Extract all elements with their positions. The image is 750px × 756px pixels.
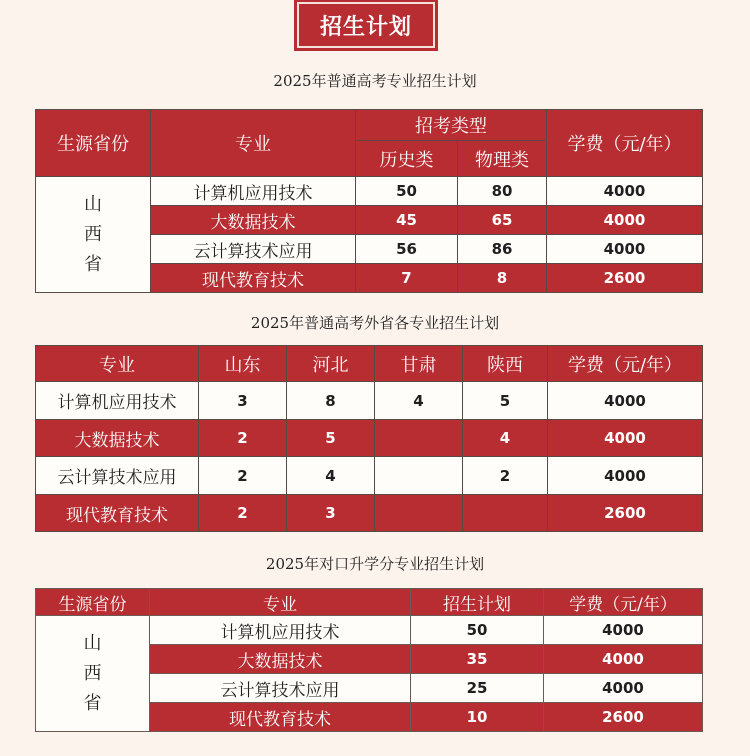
fee-cell: 4000 [548, 420, 703, 457]
header-hebei: 河北 [287, 346, 375, 382]
header-fee: 学费（元/年） [548, 346, 703, 382]
major-cell: 现代教育技术 [151, 264, 356, 293]
major-cell: 云计算技术应用 [150, 674, 411, 703]
plan-count: 10 [411, 703, 544, 732]
gansu-count [375, 457, 463, 495]
header-fee: 学费（元/年） [544, 589, 703, 616]
table2-caption: 2025年普通高考外省各专业招生计划 [250, 314, 500, 332]
province-char: 省 [84, 253, 102, 275]
fee-cell: 4000 [544, 616, 703, 645]
major-cell: 计算机应用技术 [36, 382, 199, 420]
header-shandong: 山东 [199, 346, 287, 382]
province-cell [36, 616, 150, 732]
header-province: 生源省份 [36, 589, 150, 616]
table2-gaokao-other-provinces [35, 345, 703, 532]
shaanxi-count: 4 [463, 420, 548, 457]
major-cell: 云计算技术应用 [36, 457, 199, 495]
fee-cell: 4000 [548, 382, 703, 420]
header-major: 专业 [151, 110, 356, 177]
shaanxi-count: 2 [463, 457, 548, 495]
gansu-count: 4 [375, 382, 463, 420]
major-cell: 计算机应用技术 [150, 616, 411, 645]
shandong-count: 2 [199, 495, 287, 532]
table1-gaokao-shanxi [35, 109, 703, 293]
gansu-count [375, 495, 463, 532]
major-cell: 大数据技术 [36, 420, 199, 457]
fee-cell: 4000 [548, 457, 703, 495]
gansu-count [375, 420, 463, 457]
fee-cell: 2600 [544, 703, 703, 732]
header-gansu: 甘肃 [375, 346, 463, 382]
fee-cell: 4000 [547, 177, 703, 206]
hebei-count: 3 [287, 495, 375, 532]
history-count: 50 [356, 177, 458, 206]
header-plan: 招生计划 [411, 589, 544, 616]
fee-cell: 2600 [547, 264, 703, 293]
fee-cell: 2600 [548, 495, 703, 532]
table3-vocational-shanxi [35, 588, 703, 732]
province-char: 省 [83, 692, 102, 714]
history-count: 7 [356, 264, 458, 293]
province-char: 山 [84, 193, 102, 215]
plan-count: 50 [411, 616, 544, 645]
history-count: 45 [356, 206, 458, 235]
header-history: 历史类 [356, 141, 458, 177]
history-count: 56 [356, 235, 458, 264]
header-exam-type: 招考类型 [356, 110, 547, 141]
province-char: 山 [83, 632, 102, 654]
hebei-count: 5 [287, 420, 375, 457]
shandong-count: 2 [199, 457, 287, 495]
header-physics: 物理类 [458, 141, 547, 177]
major-cell: 大数据技术 [151, 206, 356, 235]
province-cell [36, 177, 151, 293]
physics-count: 8 [458, 264, 547, 293]
hebei-count: 8 [287, 382, 375, 420]
header-fee: 学费（元/年） [547, 110, 703, 177]
major-cell: 现代教育技术 [150, 703, 411, 732]
province-char: 西 [83, 662, 102, 684]
fee-cell: 4000 [544, 645, 703, 674]
fee-cell: 4000 [544, 674, 703, 703]
header-province: 生源省份 [36, 110, 151, 177]
header-major: 专业 [36, 346, 199, 382]
plan-count: 35 [411, 645, 544, 674]
page-banner-title: 招生计划 [297, 2, 435, 48]
physics-count: 65 [458, 206, 547, 235]
shaanxi-count: 5 [463, 382, 548, 420]
header-major: 专业 [150, 589, 411, 616]
shandong-count: 2 [199, 420, 287, 457]
province-char: 西 [84, 223, 102, 245]
major-cell: 计算机应用技术 [151, 177, 356, 206]
hebei-count: 4 [287, 457, 375, 495]
fee-cell: 4000 [547, 235, 703, 264]
header-shaanxi: 陕西 [463, 346, 548, 382]
plan-count: 25 [411, 674, 544, 703]
major-cell: 大数据技术 [150, 645, 411, 674]
shandong-count: 3 [199, 382, 287, 420]
major-cell: 现代教育技术 [36, 495, 199, 532]
major-cell: 云计算技术应用 [151, 235, 356, 264]
table1-caption: 2025年普通高考专业招生计划 [273, 72, 477, 90]
fee-cell: 4000 [547, 206, 703, 235]
shaanxi-count [463, 495, 548, 532]
table3-caption: 2025年对口升学分专业招生计划 [265, 555, 485, 573]
physics-count: 86 [458, 235, 547, 264]
physics-count: 80 [458, 177, 547, 206]
